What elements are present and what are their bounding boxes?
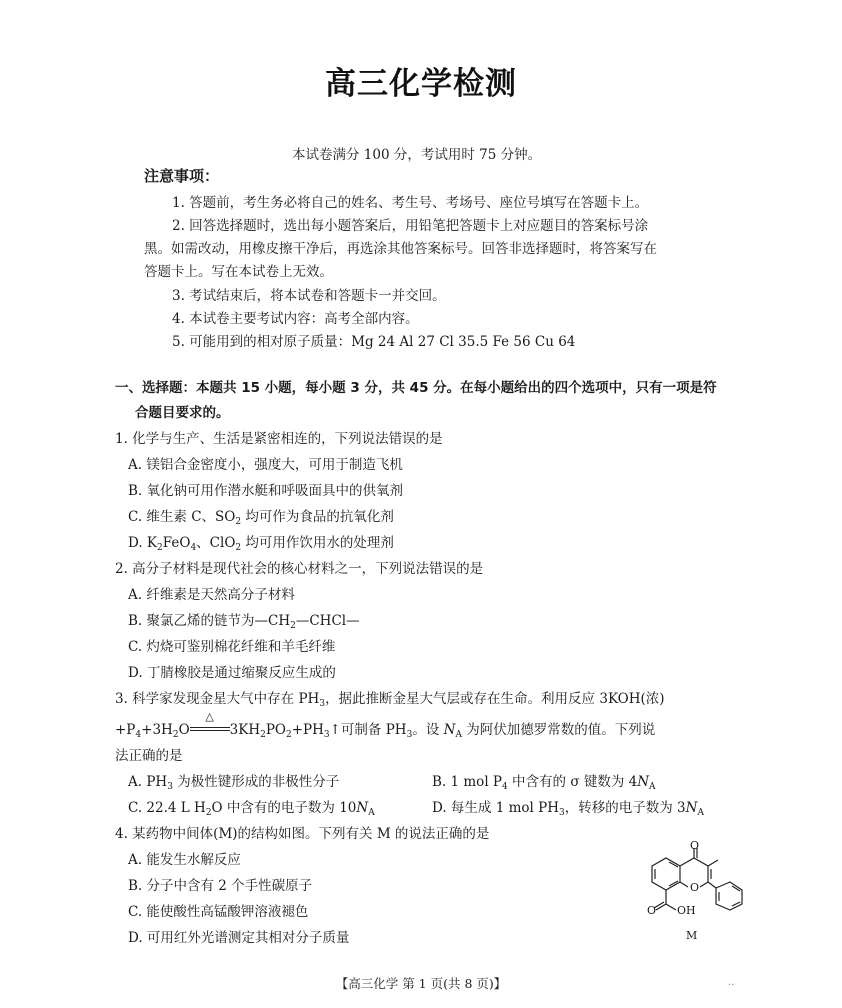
q3-stem-line-1: 3. 科学家发现金星大气中存在 $PH_3$，据此推断金星大气层或存在生命。利用反应 3KOH(浓) xyxy=(115,691,665,709)
q2-stem: 2. 高分子材料是现代社会的核心材料之一，下列说法错误的是 xyxy=(115,561,484,577)
figure-carbonyl-o-label: O xyxy=(690,839,700,852)
corner-mark: ·· xyxy=(728,980,735,991)
q3-stem-line-2: $+P_4+3H_2O$ △ $3KH_2PO_2+PH_3↑$可制备 $PH_3$。设 $N_A$ 为阿伏加德罗常数的值。下列说 xyxy=(115,710,656,740)
notice-line-3: 黑。如需改动，用橡皮擦干净后，再选涂其他答案标号。回答非选择题时，将答案写在 xyxy=(144,241,657,257)
notice-line-2: 2. 回答选择题时，选出每小题答案后，用铅笔把答题卡上对应题目的答案标号涂 xyxy=(172,218,649,234)
q4-option-a: A. 能发生水解反应 xyxy=(128,852,241,868)
section-1-heading-cont: 合题目要求的。 xyxy=(135,405,230,421)
benzene-ring-a xyxy=(652,858,680,890)
q1-option-b: B. 氧化钠可用作潜水艇和呼吸面具中的供氧剂 xyxy=(128,483,404,499)
reaction-condition-arrow: △ xyxy=(190,722,230,734)
figure-caption-m: M xyxy=(686,929,698,942)
q3-option-c: C. 22.4 L $H_2O$ 中含有的电子数为 $10N_A$ xyxy=(128,800,375,818)
q4-stem: 4. 某药物中间体(M)的结构如图。下列有关 M 的说法正确的是 xyxy=(115,826,490,842)
figure-ring-o-label: O xyxy=(690,881,700,894)
page-title: 高三化学检测 xyxy=(325,66,517,102)
notice-heading: 注意事项： xyxy=(144,167,220,185)
q1-option-a: A. 镁铝合金密度小，强度大，可用于制造飞机 xyxy=(128,457,403,473)
q3-option-d: D. 每生成 1 mol $PH_3$，转移的电子数为 $3N_A$ xyxy=(432,800,704,818)
q1-option-c: C. 维生素 C、$SO_2$ 均可作为食品的抗氧化剂 xyxy=(128,509,394,527)
q4-option-b: B. 分子中含有 2 个手性碳原子 xyxy=(128,878,313,894)
q2-option-d: D. 丁腈橡胶是通过缩聚反应生成的 xyxy=(128,665,336,681)
q3-stem-line-3: 法正确的是 xyxy=(115,748,183,764)
notice-line-4: 答题卡上。写在本试卷上无效。 xyxy=(144,264,333,280)
q2-option-c: C. 灼烧可鉴别棉花纤维和羊毛纤维 xyxy=(128,639,336,655)
figure-acid-o-label: O xyxy=(647,904,657,917)
q1-option-d: D. $K_2FeO_4$、ClO$_2$ 均可用作饮用水的处理剂 xyxy=(128,535,394,553)
notice-line-6: 4. 本试卷主要考试内容：高考全部内容。 xyxy=(172,311,419,327)
q4-option-c: C. 能使酸性高锰酸钾溶液褪色 xyxy=(128,904,309,920)
figure-oh-label: OH xyxy=(677,904,696,917)
notice-line-1: 1. 答题前，考生务必将自己的姓名、考生号、考场号、座位号填写在答题卡上。 xyxy=(172,195,649,211)
benzene-ring-b xyxy=(716,882,742,910)
notice-line-5: 3. 考试结束后，将本试卷和答题卡一并交回。 xyxy=(172,288,446,304)
exam-intro: 本试卷满分 100 分，考试用时 75 分钟。 xyxy=(292,147,542,163)
notice-line-7: 5. 可能用到的相对原子质量：Mg 24 Al 27 Cl 35.5 Fe 56 Cu 64 xyxy=(172,334,576,350)
q3-option-b: B. 1 mol $P_4$ 中含有的 σ 键数为 $4N_A$ xyxy=(432,774,656,792)
q1-stem: 1. 化学与生产、生活是紧密相连的，下列说法错误的是 xyxy=(115,431,443,447)
section-1-heading: 一、选择题：本题共 15 小题，每小题 3 分，共 45 分。在每小题给出的四个选项中，只有一项是符 xyxy=(115,380,717,396)
page-footer: 【高三化学 第 1 页(共 8 页)】 xyxy=(335,976,507,991)
q2-option-b: B. 聚氯乙烯的链节为$—CH_2—CHCl—$ xyxy=(128,613,360,631)
q3-option-a: A. $PH_3$ 为极性键形成的非极性分子 xyxy=(128,774,340,792)
q4-option-d: D. 可用红外光谱测定其相对分子质量 xyxy=(128,930,350,946)
q2-option-a: A. 纤维素是天然高分子材料 xyxy=(128,587,295,603)
